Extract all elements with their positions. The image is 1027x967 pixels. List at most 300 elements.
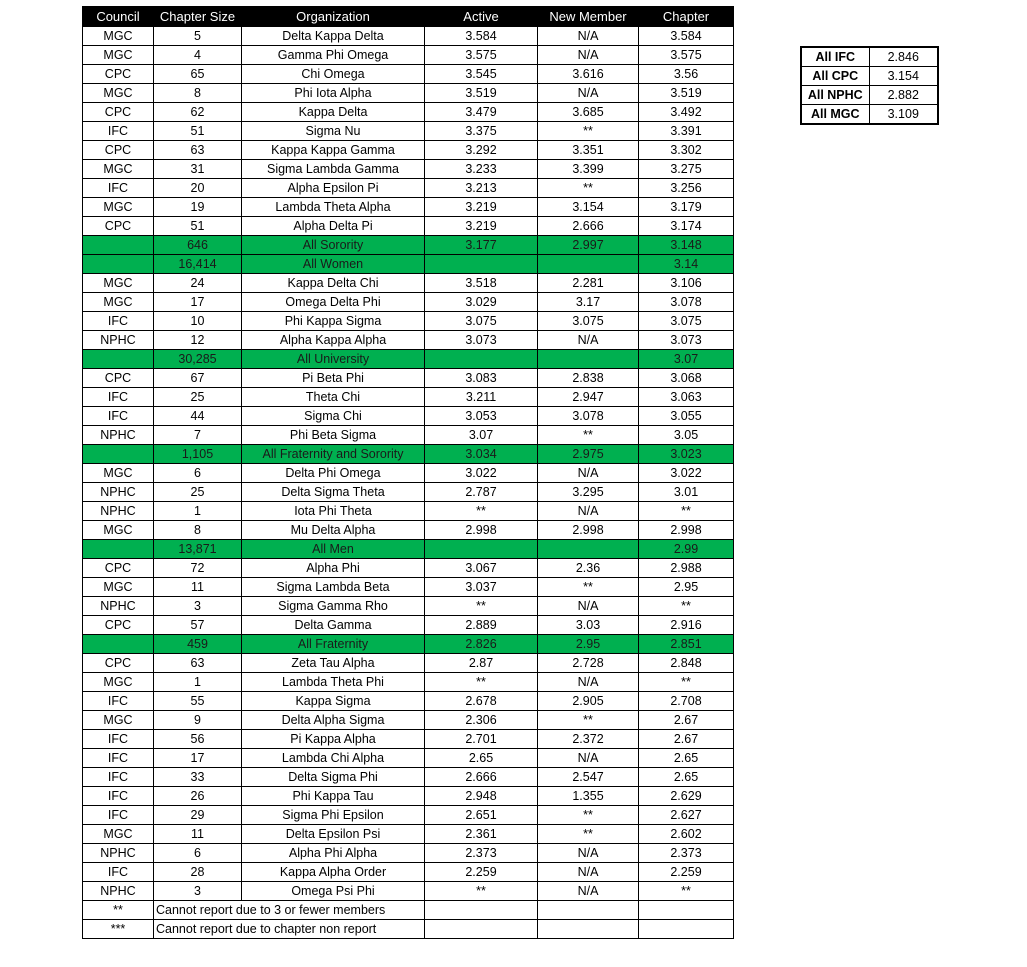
new-member-gpa-cell: ** xyxy=(538,711,639,730)
summary-row xyxy=(83,255,734,274)
chapter-gpa-cell: ** xyxy=(639,882,734,901)
council-cell: IFC xyxy=(83,806,154,825)
active-gpa-cell xyxy=(425,540,538,559)
council-average-label: All CPC xyxy=(801,67,869,86)
table-row xyxy=(83,84,734,103)
header-chapter: Chapter xyxy=(639,7,734,27)
active-gpa-cell: 3.075 xyxy=(425,312,538,331)
chapter-gpa-cell: 3.075 xyxy=(639,312,734,331)
active-gpa-cell: 3.083 xyxy=(425,369,538,388)
council-cell: MGC xyxy=(83,27,154,46)
chapter-size-cell: 8 xyxy=(154,521,242,540)
chapter-gpa-cell: 2.67 xyxy=(639,730,734,749)
council-cell: IFC xyxy=(83,122,154,141)
active-gpa-cell: 2.826 xyxy=(425,635,538,654)
active-gpa-cell: 3.037 xyxy=(425,578,538,597)
table-row xyxy=(83,768,734,787)
organization-cell: Phi Kappa Sigma xyxy=(242,312,425,331)
council-cell: MGC xyxy=(83,84,154,103)
table-row xyxy=(83,825,734,844)
chapter-size-cell: 33 xyxy=(154,768,242,787)
note-row xyxy=(83,901,734,920)
organization-cell: Phi Beta Sigma xyxy=(242,426,425,445)
chapter-size-cell: 55 xyxy=(154,692,242,711)
new-member-gpa-cell: 2.998 xyxy=(538,521,639,540)
table-row xyxy=(83,521,734,540)
chapter-size-cell: 72 xyxy=(154,559,242,578)
chapter-gpa-cell: 3.01 xyxy=(639,483,734,502)
council-cell: NPHC xyxy=(83,331,154,350)
new-member-gpa-cell: N/A xyxy=(538,844,639,863)
organization-cell: All University xyxy=(242,350,425,369)
new-member-gpa-cell: 3.03 xyxy=(538,616,639,635)
organization-cell: Kappa Sigma xyxy=(242,692,425,711)
organization-cell: Zeta Tau Alpha xyxy=(242,654,425,673)
active-gpa-cell: 3.518 xyxy=(425,274,538,293)
chapter-gpa-cell: 3.56 xyxy=(639,65,734,84)
council-cell: NPHC xyxy=(83,844,154,863)
active-gpa-cell: 2.889 xyxy=(425,616,538,635)
active-gpa-cell: 2.259 xyxy=(425,863,538,882)
council-cell: NPHC xyxy=(83,483,154,502)
table-row xyxy=(83,179,734,198)
organization-cell: Delta Kappa Delta xyxy=(242,27,425,46)
summary-row xyxy=(83,236,734,255)
council-cell: IFC xyxy=(83,388,154,407)
active-gpa-cell: 2.666 xyxy=(425,768,538,787)
chapter-gpa-cell: 3.492 xyxy=(639,103,734,122)
chapter-gpa-cell: 3.519 xyxy=(639,84,734,103)
chapter-gpa-cell: 3.068 xyxy=(639,369,734,388)
active-gpa-cell xyxy=(425,350,538,369)
table-row xyxy=(83,312,734,331)
council-cell: IFC xyxy=(83,407,154,426)
header-council: Council xyxy=(83,7,154,27)
new-member-gpa-cell: 2.36 xyxy=(538,559,639,578)
new-member-gpa-cell: 3.17 xyxy=(538,293,639,312)
chapter-size-cell: 57 xyxy=(154,616,242,635)
chapter-gpa-cell: 3.073 xyxy=(639,331,734,350)
active-gpa-cell: 3.219 xyxy=(425,198,538,217)
summary-row xyxy=(83,350,734,369)
chapter-gpa-cell: 3.05 xyxy=(639,426,734,445)
new-member-gpa-cell: N/A xyxy=(538,863,639,882)
header-row xyxy=(83,7,734,27)
table-row xyxy=(83,483,734,502)
table-row xyxy=(83,616,734,635)
table-row xyxy=(83,597,734,616)
chapter-size-cell: 20 xyxy=(154,179,242,198)
chapter-gpa-cell: 3.022 xyxy=(639,464,734,483)
chapter-gpa-cell: 2.95 xyxy=(639,578,734,597)
organization-cell: Delta Sigma Phi xyxy=(242,768,425,787)
organization-cell: Delta Epsilon Psi xyxy=(242,825,425,844)
chapter-size-cell: 1 xyxy=(154,502,242,521)
active-gpa-cell: 3.022 xyxy=(425,464,538,483)
council-cell: IFC xyxy=(83,179,154,198)
chapter-gpa-cell: 3.063 xyxy=(639,388,734,407)
organization-cell: Sigma Phi Epsilon xyxy=(242,806,425,825)
chapter-size-cell: 12 xyxy=(154,331,242,350)
organization-cell: Pi Beta Phi xyxy=(242,369,425,388)
council-cell: CPC xyxy=(83,141,154,160)
organization-cell: Alpha Epsilon Pi xyxy=(242,179,425,198)
organization-cell: Delta Sigma Theta xyxy=(242,483,425,502)
active-gpa-cell: 2.651 xyxy=(425,806,538,825)
new-member-gpa-cell: N/A xyxy=(538,673,639,692)
council-average-row xyxy=(801,86,938,105)
organization-cell: Delta Alpha Sigma xyxy=(242,711,425,730)
organization-cell: Kappa Alpha Order xyxy=(242,863,425,882)
new-member-gpa-cell: 2.372 xyxy=(538,730,639,749)
council-cell: MGC xyxy=(83,521,154,540)
active-gpa-cell: 2.998 xyxy=(425,521,538,540)
council-average-row xyxy=(801,67,938,86)
organization-cell: Sigma Chi xyxy=(242,407,425,426)
new-member-gpa-cell: ** xyxy=(538,122,639,141)
note-symbol: *** xyxy=(83,920,154,939)
new-member-gpa-cell: 3.685 xyxy=(538,103,639,122)
new-member-gpa-cell: 3.351 xyxy=(538,141,639,160)
chapter-gpa-cell: 3.275 xyxy=(639,160,734,179)
chapter-gpa-cell: 3.14 xyxy=(639,255,734,274)
council-cell xyxy=(83,350,154,369)
table-row xyxy=(83,407,734,426)
table-row xyxy=(83,502,734,521)
chapter-gpa-cell: 2.998 xyxy=(639,521,734,540)
council-cell: IFC xyxy=(83,787,154,806)
chapter-gpa-cell: 3.584 xyxy=(639,27,734,46)
chapter-size-cell: 25 xyxy=(154,483,242,502)
organization-cell: Pi Kappa Alpha xyxy=(242,730,425,749)
organization-cell: Omega Delta Phi xyxy=(242,293,425,312)
chapter-size-cell: 6 xyxy=(154,464,242,483)
table-row xyxy=(83,559,734,578)
new-member-gpa-cell: N/A xyxy=(538,84,639,103)
chapter-size-cell: 5 xyxy=(154,27,242,46)
chapter-size-cell: 62 xyxy=(154,103,242,122)
new-member-gpa-cell: 3.078 xyxy=(538,407,639,426)
new-member-gpa-cell: 2.975 xyxy=(538,445,639,464)
council-cell xyxy=(83,255,154,274)
chapter-size-cell: 51 xyxy=(154,217,242,236)
organization-cell: Kappa Kappa Gamma xyxy=(242,141,425,160)
organization-cell: Kappa Delta xyxy=(242,103,425,122)
chapter-size-cell: 29 xyxy=(154,806,242,825)
header-chapter-size: Chapter Size xyxy=(154,7,242,27)
council-average-value: 2.882 xyxy=(869,86,938,105)
council-average-label: All NPHC xyxy=(801,86,869,105)
organization-cell: Lambda Chi Alpha xyxy=(242,749,425,768)
chapter-size-cell: 11 xyxy=(154,825,242,844)
organization-cell: Sigma Gamma Rho xyxy=(242,597,425,616)
organization-cell: Omega Psi Phi xyxy=(242,882,425,901)
new-member-gpa-cell: 2.838 xyxy=(538,369,639,388)
chapter-gpa-cell: 3.07 xyxy=(639,350,734,369)
new-member-gpa-cell: 3.295 xyxy=(538,483,639,502)
chapter-size-cell: 31 xyxy=(154,160,242,179)
table-row xyxy=(83,844,734,863)
chapter-gpa-cell: 3.023 xyxy=(639,445,734,464)
chapter-size-cell: 67 xyxy=(154,369,242,388)
new-member-gpa-cell: N/A xyxy=(538,331,639,350)
table-row xyxy=(83,654,734,673)
council-average-row xyxy=(801,105,938,125)
new-member-gpa-cell: N/A xyxy=(538,27,639,46)
active-gpa-cell: 3.233 xyxy=(425,160,538,179)
new-member-gpa-cell: 2.947 xyxy=(538,388,639,407)
new-member-gpa-cell: ** xyxy=(538,179,639,198)
new-member-gpa-cell: N/A xyxy=(538,882,639,901)
table-row xyxy=(83,806,734,825)
table-row xyxy=(83,27,734,46)
new-member-gpa-cell: ** xyxy=(538,806,639,825)
council-cell: CPC xyxy=(83,559,154,578)
active-gpa-cell: 3.519 xyxy=(425,84,538,103)
council-average-label: All MGC xyxy=(801,105,869,125)
active-gpa-cell: ** xyxy=(425,502,538,521)
chapter-gpa-cell: ** xyxy=(639,502,734,521)
chapter-size-cell: 26 xyxy=(154,787,242,806)
organization-cell: Alpha Delta Pi xyxy=(242,217,425,236)
active-gpa-cell: 2.948 xyxy=(425,787,538,806)
chapter-size-cell: 4 xyxy=(154,46,242,65)
council-cell: CPC xyxy=(83,65,154,84)
chapter-gpa-cell: ** xyxy=(639,597,734,616)
chapter-size-cell: 1,105 xyxy=(154,445,242,464)
chapter-size-cell: 30,285 xyxy=(154,350,242,369)
organization-cell: Alpha Phi xyxy=(242,559,425,578)
organization-cell: All Sorority xyxy=(242,236,425,255)
active-gpa-cell: ** xyxy=(425,673,538,692)
active-gpa-cell: 3.034 xyxy=(425,445,538,464)
organization-cell: Mu Delta Alpha xyxy=(242,521,425,540)
council-cell: MGC xyxy=(83,198,154,217)
organization-cell: Lambda Theta Phi xyxy=(242,673,425,692)
council-cell: MGC xyxy=(83,274,154,293)
chapter-gpa-cell: 3.174 xyxy=(639,217,734,236)
table-row xyxy=(83,198,734,217)
chapter-size-cell: 65 xyxy=(154,65,242,84)
council-cell: MGC xyxy=(83,825,154,844)
council-cell: MGC xyxy=(83,160,154,179)
new-member-gpa-cell: ** xyxy=(538,426,639,445)
council-cell xyxy=(83,236,154,255)
chapter-size-cell: 19 xyxy=(154,198,242,217)
note-text: Cannot report due to 3 or fewer members xyxy=(154,901,425,920)
chapter-gpa-cell: 3.391 xyxy=(639,122,734,141)
active-gpa-cell: 3.07 xyxy=(425,426,538,445)
chapter-size-cell: 7 xyxy=(154,426,242,445)
organization-cell: Sigma Lambda Gamma xyxy=(242,160,425,179)
organization-cell: Chi Omega xyxy=(242,65,425,84)
table-row xyxy=(83,730,734,749)
chapter-gpa-cell: 2.629 xyxy=(639,787,734,806)
chapter-size-cell: 16,414 xyxy=(154,255,242,274)
council-cell: NPHC xyxy=(83,502,154,521)
council-cell: CPC xyxy=(83,369,154,388)
note-symbol: ** xyxy=(83,901,154,920)
chapter-gpa-cell: 2.65 xyxy=(639,749,734,768)
chapter-gpa-cell: 2.65 xyxy=(639,768,734,787)
table-row xyxy=(83,692,734,711)
organization-cell: All Fraternity and Sorority xyxy=(242,445,425,464)
table-row xyxy=(83,141,734,160)
chapter-gpa-cell: 3.148 xyxy=(639,236,734,255)
chapter-size-cell: 13,871 xyxy=(154,540,242,559)
organization-cell: Delta Phi Omega xyxy=(242,464,425,483)
active-gpa-cell: 2.678 xyxy=(425,692,538,711)
new-member-gpa-cell: 2.281 xyxy=(538,274,639,293)
chapter-gpa-cell: 2.708 xyxy=(639,692,734,711)
table-row xyxy=(83,464,734,483)
new-member-gpa-cell: 2.95 xyxy=(538,635,639,654)
chapter-gpa-cell: 3.256 xyxy=(639,179,734,198)
chapter-gpa-cell: 2.916 xyxy=(639,616,734,635)
table-row xyxy=(83,711,734,730)
organization-cell: Delta Gamma xyxy=(242,616,425,635)
new-member-gpa-cell: 3.075 xyxy=(538,312,639,331)
active-gpa-cell: 3.375 xyxy=(425,122,538,141)
council-cell xyxy=(83,445,154,464)
new-member-gpa-cell: N/A xyxy=(538,46,639,65)
table-row xyxy=(83,369,734,388)
active-gpa-cell: 2.87 xyxy=(425,654,538,673)
active-gpa-cell: 2.373 xyxy=(425,844,538,863)
chapter-size-cell: 6 xyxy=(154,844,242,863)
active-gpa-cell: 2.361 xyxy=(425,825,538,844)
chapter-size-cell: 8 xyxy=(154,84,242,103)
new-member-gpa-cell xyxy=(538,350,639,369)
active-gpa-cell: 3.053 xyxy=(425,407,538,426)
chapter-gpa-cell: 2.627 xyxy=(639,806,734,825)
council-cell: IFC xyxy=(83,730,154,749)
table-row xyxy=(83,673,734,692)
chapter-size-cell: 459 xyxy=(154,635,242,654)
header-new-member: New Member xyxy=(538,7,639,27)
header-active: Active xyxy=(425,7,538,27)
table-row xyxy=(83,388,734,407)
new-member-gpa-cell: 2.997 xyxy=(538,236,639,255)
chapter-gpa-cell: 2.848 xyxy=(639,654,734,673)
organization-cell: Sigma Nu xyxy=(242,122,425,141)
chapter-gpa-cell: 3.302 xyxy=(639,141,734,160)
chapter-size-cell: 63 xyxy=(154,141,242,160)
active-gpa-cell: ** xyxy=(425,597,538,616)
table-row xyxy=(83,274,734,293)
council-cell: IFC xyxy=(83,692,154,711)
new-member-gpa-cell: 2.666 xyxy=(538,217,639,236)
chapter-gpa-cell: 3.179 xyxy=(639,198,734,217)
council-average-row xyxy=(801,47,938,67)
chapter-gpa-cell: 2.373 xyxy=(639,844,734,863)
active-gpa-cell xyxy=(425,255,538,274)
council-cell xyxy=(83,540,154,559)
active-gpa-cell: 3.292 xyxy=(425,141,538,160)
table-row xyxy=(83,293,734,312)
active-gpa-cell: 3.575 xyxy=(425,46,538,65)
active-gpa-cell: 3.029 xyxy=(425,293,538,312)
organization-cell: Phi Iota Alpha xyxy=(242,84,425,103)
chapter-gpa-cell: 2.988 xyxy=(639,559,734,578)
summary-row xyxy=(83,445,734,464)
council-average-value: 3.109 xyxy=(869,105,938,125)
new-member-gpa-cell xyxy=(538,540,639,559)
chapter-size-cell: 44 xyxy=(154,407,242,426)
active-gpa-cell: 3.067 xyxy=(425,559,538,578)
notes-body xyxy=(83,901,734,939)
active-gpa-cell: 3.213 xyxy=(425,179,538,198)
council-cell: IFC xyxy=(83,749,154,768)
chapter-size-cell: 9 xyxy=(154,711,242,730)
new-member-gpa-cell: ** xyxy=(538,825,639,844)
table-row xyxy=(83,160,734,179)
chapter-size-cell: 17 xyxy=(154,293,242,312)
table-row xyxy=(83,749,734,768)
organization-cell: All Fraternity xyxy=(242,635,425,654)
chapter-gpa-cell: 3.055 xyxy=(639,407,734,426)
summary-row xyxy=(83,540,734,559)
chapter-size-cell: 56 xyxy=(154,730,242,749)
new-member-gpa-cell: 3.154 xyxy=(538,198,639,217)
chapter-size-cell: 3 xyxy=(154,882,242,901)
council-average-value: 2.846 xyxy=(869,47,938,67)
active-gpa-cell: 3.219 xyxy=(425,217,538,236)
organization-cell: Sigma Lambda Beta xyxy=(242,578,425,597)
council-cell: MGC xyxy=(83,673,154,692)
organization-cell: Lambda Theta Alpha xyxy=(242,198,425,217)
chapter-gpa-cell: 2.602 xyxy=(639,825,734,844)
summary-row xyxy=(83,635,734,654)
new-member-gpa-cell: 2.547 xyxy=(538,768,639,787)
active-gpa-cell: ** xyxy=(425,882,538,901)
organization-cell: Alpha Kappa Alpha xyxy=(242,331,425,350)
active-gpa-cell: 2.65 xyxy=(425,749,538,768)
table-row xyxy=(83,426,734,445)
organization-cell: Gamma Phi Omega xyxy=(242,46,425,65)
table-row xyxy=(83,46,734,65)
new-member-gpa-cell: 2.728 xyxy=(538,654,639,673)
table-row xyxy=(83,103,734,122)
chapter-gpa-cell: 3.575 xyxy=(639,46,734,65)
chapter-size-cell: 63 xyxy=(154,654,242,673)
new-member-gpa-cell: ** xyxy=(538,578,639,597)
chapter-gpa-cell: 2.851 xyxy=(639,635,734,654)
council-cell: CPC xyxy=(83,616,154,635)
chapter-size-cell: 3 xyxy=(154,597,242,616)
council-cell: MGC xyxy=(83,711,154,730)
chapter-gpa-cell: 3.078 xyxy=(639,293,734,312)
header-organization: Organization xyxy=(242,7,425,27)
active-gpa-cell: 2.306 xyxy=(425,711,538,730)
chapter-size-cell: 24 xyxy=(154,274,242,293)
council-cell: CPC xyxy=(83,654,154,673)
organization-cell: All Men xyxy=(242,540,425,559)
note-row xyxy=(83,920,734,939)
new-member-gpa-cell: N/A xyxy=(538,502,639,521)
organization-cell: Kappa Delta Chi xyxy=(242,274,425,293)
council-cell: MGC xyxy=(83,464,154,483)
table-body xyxy=(83,27,734,901)
active-gpa-cell: 2.787 xyxy=(425,483,538,502)
chapter-gpa-cell: ** xyxy=(639,673,734,692)
chapter-size-cell: 25 xyxy=(154,388,242,407)
chapter-size-cell: 646 xyxy=(154,236,242,255)
organization-cell: All Women xyxy=(242,255,425,274)
table-row xyxy=(83,122,734,141)
grades-table xyxy=(82,6,734,939)
chapter-size-cell: 51 xyxy=(154,122,242,141)
